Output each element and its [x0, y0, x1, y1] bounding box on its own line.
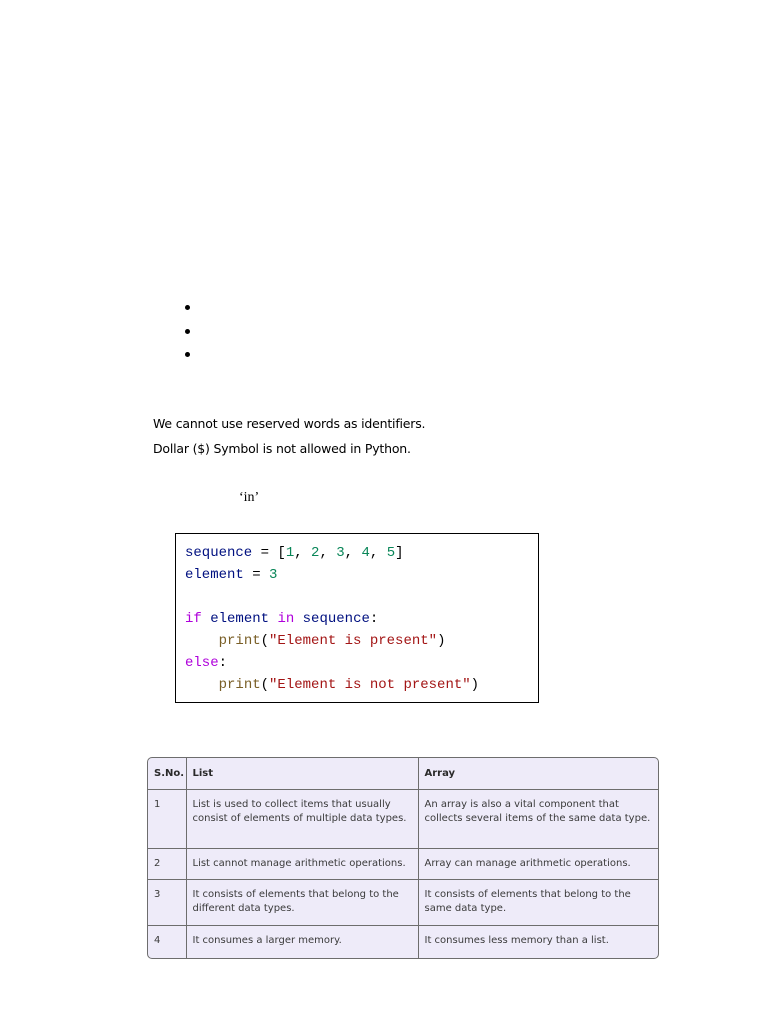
header-sno: S.No.	[148, 758, 186, 789]
code-line-4: if element in sequence:	[185, 611, 379, 627]
bullet-icon	[185, 352, 190, 357]
cell-list: List cannot manage arithmetic operations.	[186, 848, 418, 879]
code-text	[185, 542, 479, 696]
bullet-icon	[185, 329, 190, 334]
code-line-1: sequence = [1, 2, 3, 4, 5]	[185, 545, 404, 561]
code-line-5: print("Element is present")	[218, 633, 446, 649]
cell-list: It consists of elements that belong to the different data types.	[186, 879, 418, 925]
cell-sno: 3	[148, 879, 186, 925]
code-block	[175, 533, 539, 703]
code-line-7: print("Element is not present")	[218, 677, 480, 693]
code-line-6: else:	[185, 655, 228, 671]
table-header-row	[148, 758, 658, 789]
header-array: Array	[418, 758, 658, 789]
bullet-icon	[185, 305, 190, 310]
comparison-table	[148, 758, 658, 958]
table-row	[148, 789, 658, 848]
in-keyword-heading: ‘in’	[239, 490, 260, 505]
cell-array: It consumes less memory than a list.	[418, 925, 658, 958]
header-list: List	[186, 758, 418, 789]
cell-array: An array is also a vital component that collects several items of the same data type.	[418, 789, 658, 848]
cell-list: It consumes a larger memory.	[186, 925, 418, 958]
table-row	[148, 848, 658, 879]
cell-sno: 2	[148, 848, 186, 879]
table-row	[148, 925, 658, 958]
cell-array: It consists of elements that belong to the same data type.	[418, 879, 658, 925]
list-vs-array-table	[147, 757, 659, 959]
cell-sno: 1	[148, 789, 186, 848]
reserved-words-paragraph: We cannot use reserved words as identifiers.	[153, 416, 426, 431]
table-row	[148, 879, 658, 925]
dollar-symbol-paragraph: Dollar ($) Symbol is not allowed in Python.	[153, 441, 411, 456]
cell-sno: 4	[148, 925, 186, 958]
cell-array: Array can manage arithmetic operations.	[418, 848, 658, 879]
code-line-2: element = 3	[185, 567, 278, 583]
cell-list: List is used to collect items that usually consist of elements of multiple data types.	[186, 789, 418, 848]
